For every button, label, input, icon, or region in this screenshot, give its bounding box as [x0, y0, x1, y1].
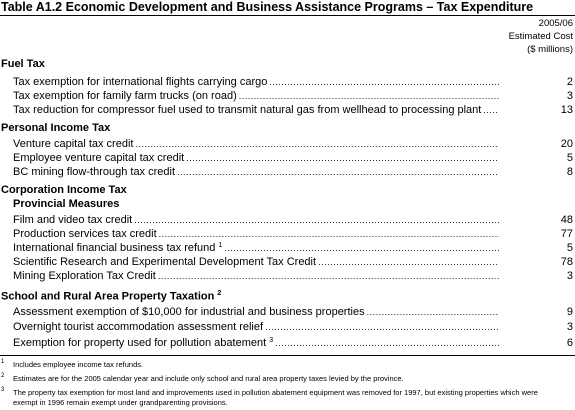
- dot-leader: [177, 165, 499, 179]
- table-row: [13, 75, 573, 89]
- table-row: [13, 89, 573, 103]
- dot-leader: [159, 227, 499, 241]
- section-heading-property-taxation: School and Rural Area Property Taxation $^2$: [1, 290, 222, 303]
- section-heading-personal-income-tax: Personal Income Tax: [1, 122, 111, 134]
- table-row: [13, 165, 573, 179]
- footnote-marker: 3: [269, 337, 274, 344]
- title-rule: [0, 15, 575, 16]
- footnote: [1, 360, 561, 370]
- row-label: Scientific Research and Experimental Development Tax Credit: [13, 256, 317, 268]
- row-label: Mining Exploration Tax Credit: [13, 270, 156, 282]
- dot-leader: [158, 269, 499, 283]
- row-label: Tax exemption for international flights carrying cargo: [13, 76, 268, 88]
- table-row: [13, 213, 573, 227]
- dot-leader: [239, 89, 499, 103]
- column-header-unit: ($ millions): [527, 44, 573, 55]
- dot-leader: [483, 103, 498, 117]
- row-label: Tax reduction for compressor fuel used to transmit natural gas from wellhead to processing plant: [13, 104, 482, 116]
- dot-leader: [134, 213, 499, 227]
- dot-leader: [135, 137, 498, 151]
- table-row: [13, 137, 573, 151]
- footnote-number: 1: [1, 359, 5, 365]
- row-value: 48: [560, 214, 573, 226]
- row-value: 8: [566, 166, 573, 178]
- row-value: 9: [566, 306, 573, 318]
- row-label: Assessment exemption of $10,000 for industrial and business properties: [13, 306, 365, 318]
- row-value: 6: [566, 337, 573, 349]
- column-header-year: 2005/06: [538, 18, 573, 29]
- row-label: International financial business tax refund $^1$: [13, 242, 223, 254]
- table-row: [13, 336, 573, 350]
- row-value: 13: [560, 104, 573, 116]
- table-row: [13, 103, 573, 117]
- row-label: Film and video tax credit: [13, 214, 133, 226]
- row-value: 5: [566, 152, 573, 164]
- table-row: [13, 305, 573, 319]
- table-row: [13, 151, 573, 165]
- row-label: Overnight tourist accommodation assessment relief: [13, 321, 264, 333]
- dot-leader: [367, 305, 499, 319]
- row-value: 77: [560, 228, 573, 240]
- column-header-label: Estimated Cost: [508, 31, 573, 42]
- row-label: Exemption for property used for pollution abatement $^3$: [13, 337, 274, 349]
- row-value: 5: [566, 242, 573, 254]
- table-row: [13, 227, 573, 241]
- table-row: [13, 255, 573, 269]
- dot-leader: [224, 241, 499, 255]
- table-row: [13, 269, 573, 283]
- footnote-text: Estimates are for the 2005 calendar year and include only school and rural area property taxes levied by the province.: [13, 374, 404, 383]
- row-label: Employee venture capital tax credit: [13, 152, 185, 164]
- row-value: 78: [560, 256, 573, 268]
- row-value: 3: [566, 321, 573, 333]
- footnote: [1, 388, 561, 408]
- row-label: BC mining flow-through tax credit: [13, 166, 176, 178]
- table-row: [13, 241, 573, 255]
- dot-leader: [269, 75, 499, 89]
- footnote-marker: 1: [218, 242, 223, 249]
- footnote: [1, 374, 561, 384]
- dot-leader: [186, 151, 499, 165]
- row-label: Production services tax credit: [13, 228, 157, 240]
- footnote-rule: [0, 355, 575, 356]
- subsection-heading-provincial-measures: Provincial Measures: [13, 198, 120, 210]
- row-value: 20: [560, 138, 573, 150]
- row-value: 3: [566, 270, 573, 282]
- footnote-text: Includes employee income tax refunds.: [13, 360, 144, 369]
- row-value: 2: [566, 76, 573, 88]
- row-label: Venture capital tax credit: [13, 138, 134, 150]
- dot-leader: [318, 255, 499, 269]
- section-heading-corporation-income-tax: Corporation Income Tax: [1, 184, 127, 196]
- table-row: [13, 320, 573, 334]
- dot-leader: [275, 336, 499, 350]
- row-label: Tax exemption for family farm trucks (on road): [13, 90, 237, 102]
- section-heading-fuel-tax: Fuel Tax: [1, 58, 45, 70]
- footnote-number: 3: [1, 387, 5, 393]
- dot-leader: [265, 320, 499, 334]
- footnote-number: 2: [1, 373, 5, 379]
- row-value: 3: [566, 90, 573, 102]
- table-title: Table A1.2 Economic Development and Business Assistance Programs – Tax Expenditure: [1, 0, 534, 14]
- footnote-marker: 2: [217, 290, 222, 297]
- footnote-text: The property tax exemption for most land and improvements used in pollution abatement equipment was removed for 1997, but existing properties which were exempt in 1996 remain exempt under grandparenting provisions.: [13, 388, 538, 407]
